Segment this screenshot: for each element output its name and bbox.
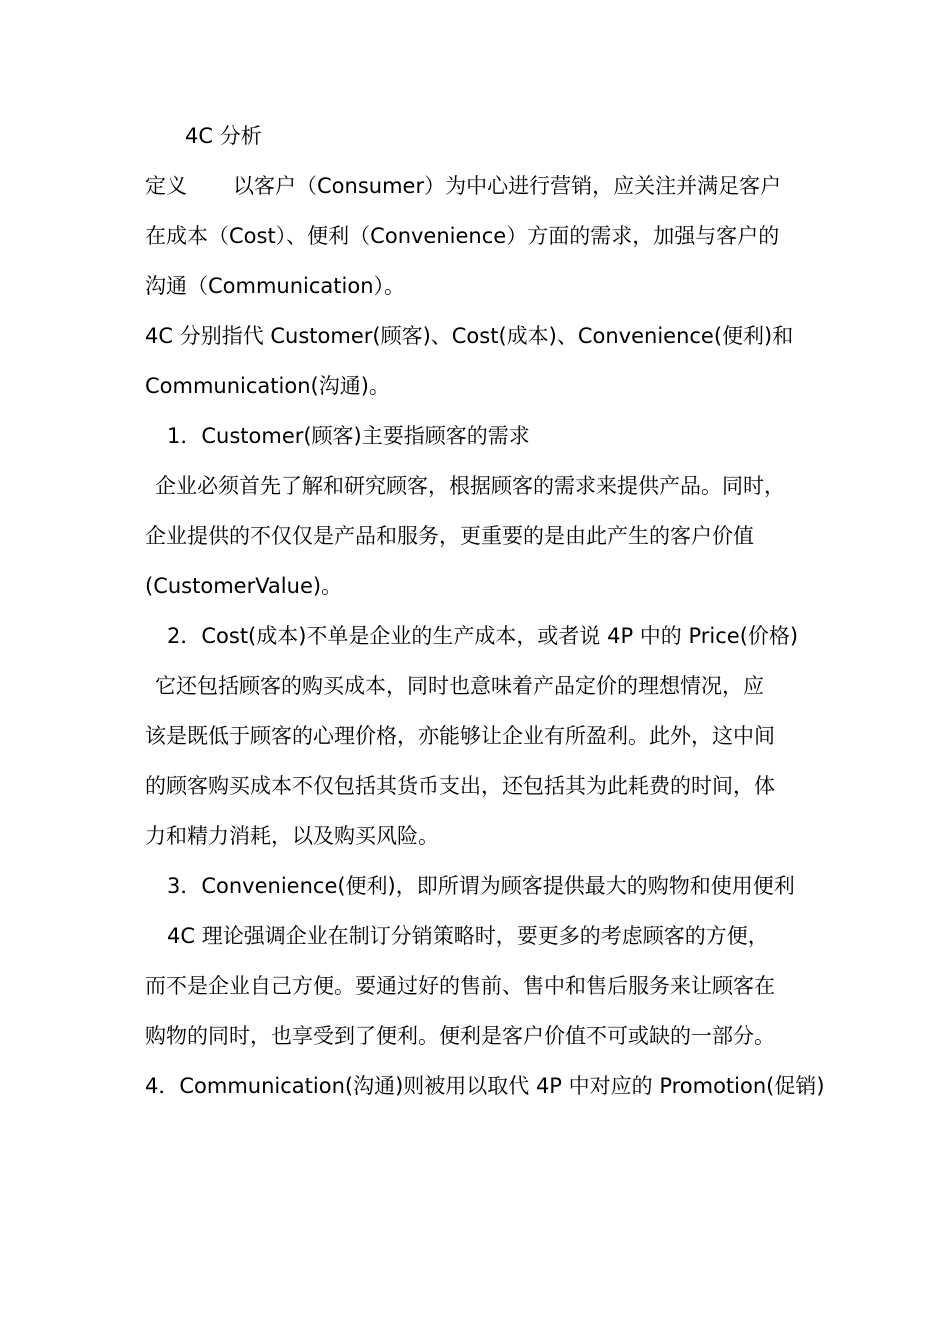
paragraph-line: 购物的同时，也享受到了便利。便利是客户价值不可或缺的一部分。	[145, 1024, 775, 1048]
definition-line	[145, 172, 810, 200]
paragraph-line: 4C 理论强调企业在制订分销策略时，要更多的考虑顾客的方便，	[167, 924, 769, 948]
paragraph-line: 4C 分别指代 Customer(顾客)、Cost(成本)、Convenience(便利)和	[145, 324, 794, 348]
definition-label: 定义	[145, 174, 187, 198]
section-heading-customer: 1．Customer(顾客)主要指顾客的需求	[167, 424, 530, 448]
paragraph-line: 它还包括顾客的购买成本，同时也意味着产品定价的理想情况，应	[155, 674, 764, 698]
paragraph-line: 而不是企业自己方便。要通过好的售前、售中和售后服务来让顾客在	[145, 974, 775, 998]
paragraph-line: 该是既低于顾客的心理价格，亦能够让企业有所盈利。此外，这中间	[145, 724, 775, 748]
paragraph-line: 的顾客购买成本不仅包括其货币支出，还包括其为此耗费的时间，体	[145, 774, 775, 798]
section-heading-communication: 4．Communication(沟通)则被用以取代 4P 中对应的 Promotion(促销)	[145, 1074, 825, 1098]
paragraph-line: 企业提供的不仅仅是产品和服务，更重要的是由此产生的客户价值	[145, 524, 754, 548]
paragraph-line: 沟通（Communication）。	[145, 274, 406, 298]
paragraph-line: 在成本（Cost）、便利（Convenience）方面的需求，加强与客户的	[145, 224, 780, 248]
section-heading-convenience: 3．Convenience(便利)，即所谓为顾客提供最大的购物和使用便利	[167, 874, 795, 898]
paragraph-line: 以客户（Consumer）为中心进行营销，应关注并满足客户	[233, 174, 782, 198]
paragraph-line: (CustomerValue)。	[145, 574, 343, 598]
paragraph-line: 力和精力消耗，以及购买风险。	[145, 824, 439, 848]
document-title: 4C 分析	[185, 124, 262, 148]
section-heading-cost: 2．Cost(成本)不单是企业的生产成本，或者说 4P 中的 Price(价格)	[167, 624, 799, 648]
paragraph-line: Communication(沟通)。	[145, 374, 390, 398]
paragraph-line: 企业必须首先了解和研究顾客，根据顾客的需求来提供产品。同时，	[155, 474, 785, 498]
